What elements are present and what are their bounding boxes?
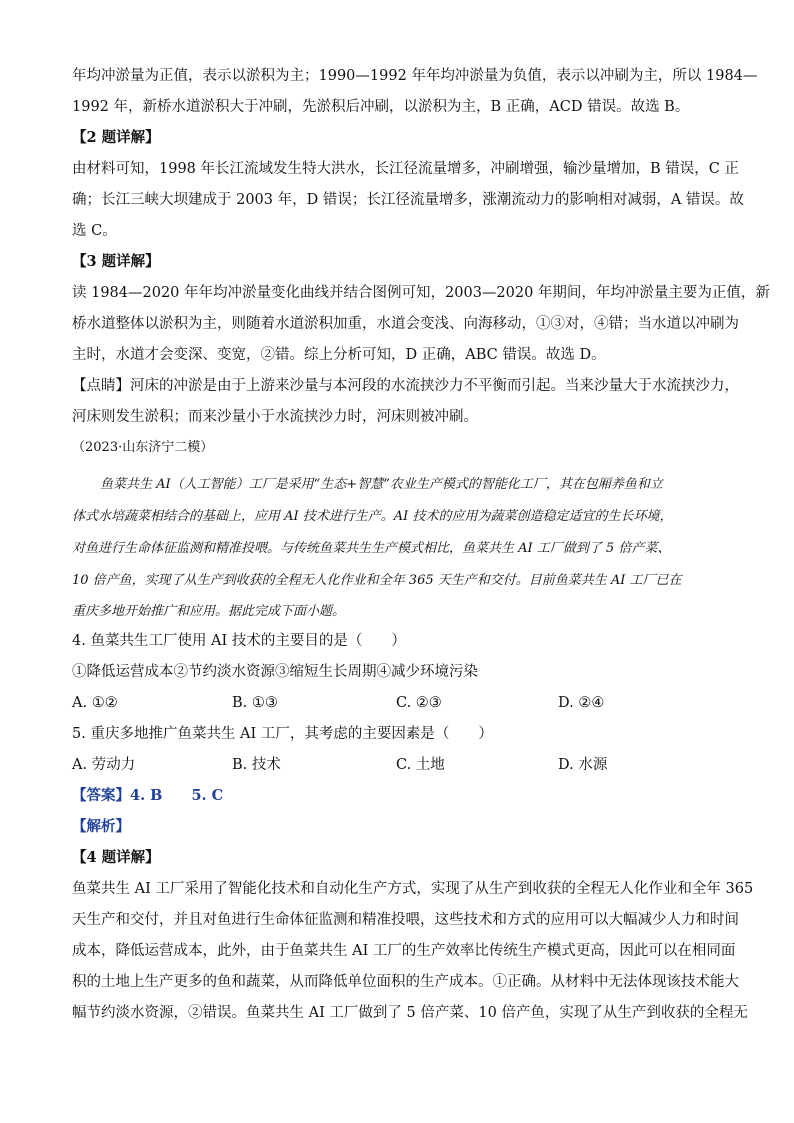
q5-option-d: D. 水源 <box>558 757 608 773</box>
q5-option-b: B. 技术 <box>232 757 281 773</box>
section-heading: 【4 题详解】 <box>72 849 160 866</box>
text-line: 由材料可知，1998 年长江流域发生特大洪水，长江径流量增多，冲刷增强，输沙量增加，B 错误，C 正 <box>72 161 739 177</box>
q4-option-a: A. ①② <box>72 695 118 711</box>
text-line: 1992 年，新桥水道淤积大于冲刷，先淤积后冲刷，以淤积为主，B 正确，ACD 错误。故选 B。 <box>72 99 690 115</box>
text-line: 河床则发生淤积；而来沙量小于水流挟沙力时，河床则被冲刷。 <box>72 409 478 425</box>
text-line: 年均冲淤量为正值，表示以淤积为主；1990—1992 年年均冲淤量为负值，表示以冲刷为主，所以 1984— <box>72 68 758 84</box>
passage-line: 10 倍产鱼，实现了从生产到收获的全程无人化作业和全年 365 天生产和交付。目前鱼菜共生 AI 工厂已在 <box>72 573 682 588</box>
text-line: 选 C。 <box>72 223 117 239</box>
text-line: 鱼菜共生 AI 工厂采用了智能化技术和自动化生产方式，实现了从生产到收获的全程无人化作业和全年 365 <box>72 881 754 897</box>
q5-option-c: C. 土地 <box>396 757 445 773</box>
text-line: 桥水道整体以淤积为主，则随着水道淤积加重，水道会变浅、向海移动，①③对，④错；当水道以冲刷为 <box>72 316 739 332</box>
key-point-line: 【点睛】河床的冲淤是由于上游来沙量与本河段的水流挟沙力不平衡而引起。当来沙量大于水流挟沙力， <box>72 378 739 394</box>
text-line: 主时，水道才会变深、变宽，②错。综上分析可知，D 正确，ABC 错误。故选 D。 <box>72 347 606 363</box>
source-label: （2023·山东济宁二模） <box>72 440 214 455</box>
text-line: 成本，降低运营成本，此外，由于鱼菜共生 AI 工厂的生产效率比传统生产模式更高，因此可以在相同面 <box>72 943 736 959</box>
analysis-heading: 【解析】 <box>72 818 130 835</box>
q4-option-b: B. ①③ <box>232 695 278 711</box>
text-line: 幅节约淡水资源，②错误。鱼菜共生 AI 工厂做到了 5 倍产菜、10 倍产鱼，实现了从生产到收获的全程无 <box>72 1005 748 1021</box>
section-heading: 【3 题详解】 <box>72 253 160 270</box>
question-4: 4. 鱼菜共生工厂使用 AI 技术的主要目的是（ ） <box>72 633 406 649</box>
passage-line: 重庆多地开始推广和应用。据此完成下面小题。 <box>72 604 346 619</box>
q5-option-a: A. 劳动力 <box>72 757 136 773</box>
section-heading: 【2 题详解】 <box>72 129 160 146</box>
question-4-statements: ①降低运营成本②节约淡水资源③缩短生长周期④减少环境污染 <box>72 664 478 680</box>
q4-option-d: D. ②④ <box>558 695 605 711</box>
passage-line: 对鱼进行生命体征监测和精准投喂。与传统鱼菜共生生产模式相比，鱼菜共生 AI 工厂做到了 5 倍产菜、 <box>72 541 671 556</box>
answer-line: 【答案】4. B 5. C <box>72 787 224 804</box>
question-5: 5. 重庆多地推广鱼菜共生 AI 工厂，其考虑的主要因素是（ ） <box>72 726 493 742</box>
q4-option-c: C. ②③ <box>396 695 442 711</box>
passage-line: 鱼菜共生 AI（人工智能）工厂是采用“生态+智慧”农业生产模式的智能化工厂，其在包厢养鱼和立 <box>100 477 663 492</box>
text-line: 积的土地上生产更多的鱼和蔬菜，从而降低单位面积的生产成本。①正确。从材料中无法体现该技术能大 <box>72 974 739 990</box>
passage-line: 体式水培蔬菜相结合的基础上，应用 AI 技术进行生产。AI 技术的应用为蔬菜创造稳定适宜的生长环境， <box>72 509 673 524</box>
text-line: 确；长江三峡大坝建成于 2003 年，D 错误；长江径流量增多，涨潮流动力的影响相对减弱，A 错误。故 <box>72 192 744 208</box>
text-line: 读 1984—2020 年年均冲淤量变化曲线并结合图例可知，2003—2020 年期间，年均冲淤量主要为正值，新 <box>72 285 770 301</box>
text-line: 天生产和交付，并且对鱼进行生命体征监测和精准投喂，这些技术和方式的应用可以大幅减少人力和时间 <box>72 912 739 928</box>
